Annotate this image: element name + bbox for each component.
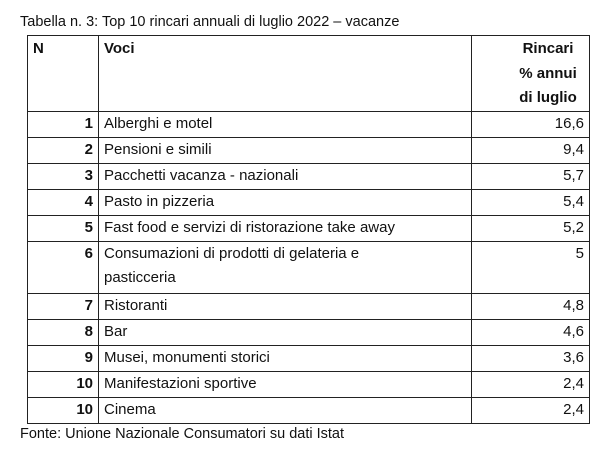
table-caption: Tabella n. 3: Top 10 rincari annuali di luglio 2022 – vacanze — [20, 14, 400, 30]
table-header-row — [28, 36, 590, 112]
row-rank: 9 — [28, 345, 99, 371]
row-value: 5 — [472, 241, 590, 293]
row-item: Alberghi e motel — [99, 111, 472, 137]
row-item-line: Consumazioni di prodotti di gelateria e — [104, 244, 360, 262]
row-item-line: pasticceria — [104, 269, 176, 286]
table-row — [28, 111, 590, 137]
row-item: Pensioni e simili — [99, 137, 472, 163]
header-rincari-line: Rincari — [522, 40, 574, 57]
row-rank: 1 — [28, 111, 99, 137]
row-item: Cinema — [99, 397, 472, 423]
row-value: 3,6 — [472, 345, 590, 371]
table-row — [28, 293, 590, 319]
table-row — [28, 319, 590, 345]
header-rincari-line: di luglio — [519, 89, 577, 106]
row-value: 4,6 — [472, 319, 590, 345]
table-row — [28, 397, 590, 423]
source-note: Fonte: Unione Nazionale Consumatori su dati Istat — [20, 426, 345, 442]
table-row — [28, 215, 590, 241]
header-n: N — [28, 36, 99, 112]
row-value: 2,4 — [472, 397, 590, 423]
row-rank: 6 — [28, 241, 99, 293]
row-item: Musei, monumenti storici — [99, 345, 472, 371]
row-rank: 10 — [28, 371, 99, 397]
row-value: 5,2 — [472, 215, 590, 241]
row-item — [99, 241, 472, 293]
row-value: 9,4 — [472, 137, 590, 163]
row-item: Fast food e servizi di ristorazione take away — [99, 215, 472, 241]
header-voci: Voci — [99, 36, 472, 112]
row-rank: 5 — [28, 215, 99, 241]
row-item: Pasto in pizzeria — [99, 189, 472, 215]
row-item: Ristoranti — [99, 293, 472, 319]
row-rank: 2 — [28, 137, 99, 163]
price-increase-table — [27, 35, 590, 424]
table-row — [28, 189, 590, 215]
row-rank: 3 — [28, 163, 99, 189]
header-rincari-line: % annui — [519, 64, 577, 82]
row-rank: 7 — [28, 293, 99, 319]
table-row — [28, 371, 590, 397]
table-row — [28, 241, 590, 293]
row-rank: 4 — [28, 189, 99, 215]
row-rank: 10 — [28, 397, 99, 423]
row-value: 5,4 — [472, 189, 590, 215]
row-item: Manifestazioni sportive — [99, 371, 472, 397]
row-value: 2,4 — [472, 371, 590, 397]
row-value: 5,7 — [472, 163, 590, 189]
row-value: 4,8 — [472, 293, 590, 319]
table-row — [28, 163, 590, 189]
row-item: Bar — [99, 319, 472, 345]
table-row — [28, 137, 590, 163]
header-rincari — [472, 36, 590, 112]
table-row — [28, 345, 590, 371]
row-item: Pacchetti vacanza - nazionali — [99, 163, 472, 189]
row-rank: 8 — [28, 319, 99, 345]
row-value: 16,6 — [472, 111, 590, 137]
